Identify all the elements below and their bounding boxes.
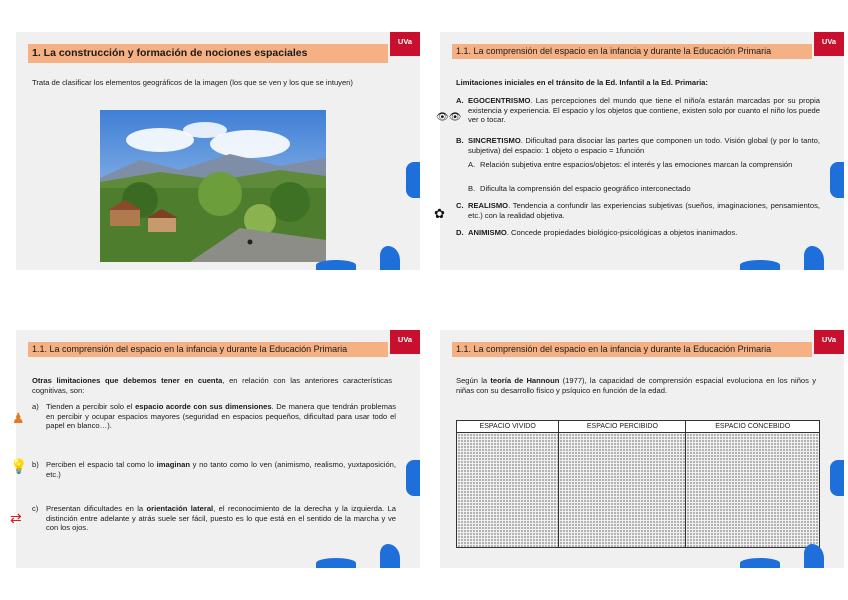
list-term: REALISMO <box>468 201 509 210</box>
table-header: ESPACIO VIVIDO <box>457 421 559 433</box>
table-cell-obscured <box>559 433 686 548</box>
list-letter: C. <box>456 201 464 210</box>
list-item <box>32 402 396 431</box>
slide-3[interactable] <box>10 330 420 568</box>
slide-title: 1.1. La comprensión del espacio en la infancia y durante la Educación Primaria <box>452 342 812 357</box>
list-item <box>456 228 820 238</box>
decorative-blob <box>406 162 420 198</box>
sub-text: Relación subjetiva entre espacios/objetos: el interés y las emociones marcan la comprensión <box>480 160 793 169</box>
list-text: . Concede propiedades biológico-psicológicas a objetos inanimados. <box>506 228 738 237</box>
list-letter: b) <box>32 460 39 469</box>
slide-4[interactable] <box>440 330 844 568</box>
sub-item <box>468 184 820 194</box>
intro-bold: teoría de Hannoun <box>490 376 560 385</box>
lightbulb-icon: 💡 <box>10 458 28 474</box>
uva-logo: UVa <box>390 330 420 354</box>
table-cell-obscured <box>686 433 820 548</box>
list-letter: B. <box>456 136 464 145</box>
list-bold: orientación lateral <box>146 504 214 513</box>
landscape-photo <box>100 110 326 262</box>
list-item <box>456 96 820 125</box>
list-pre: Perciben el espacio tal como lo <box>46 460 157 469</box>
child-figure-icon: ♟ <box>12 410 25 426</box>
decorative-blob <box>316 260 356 270</box>
intro-bold: Otras limitaciones que debemos tener en cuenta <box>32 376 223 385</box>
slide-body: Trata de clasificar los elementos geográficos de la imagen (los que se ven y los que se intuyen) <box>32 78 353 87</box>
intro-post: (1977), la capacidad de comprensión espacial evoluciona en los niños y niñas con su desarrollo físico y psíquico en función de la edad. <box>456 376 816 395</box>
sub-letter: B. <box>468 184 476 193</box>
list-post: y no tanto como lo ven (animismo, realismo, yuxtaposición, etc.) <box>46 460 397 479</box>
decorative-blob <box>740 260 780 270</box>
list-text: . Las percepciones del mundo que tiene el niño/a estarán marcadas por su propia existencia y experiencia. El espacio y los objetos que contiene, existen solo por cuanto el niño los puede ver o tocar. <box>468 96 820 125</box>
slide-title: 1.1. La comprensión del espacio en la infancia y durante la Educación Primaria <box>28 342 388 357</box>
list-letter: a) <box>32 402 39 411</box>
slide-subtitle: Limitaciones iniciales en el tránsito de la Ed. Infantil a la Ed. Primaria: <box>456 78 708 87</box>
slide-1[interactable] <box>16 32 420 270</box>
list-item <box>32 460 396 479</box>
list-term: EGOCENTRISMO <box>468 96 531 105</box>
decorative-blob <box>804 544 824 568</box>
slide-2[interactable] <box>434 32 844 270</box>
intro-rest: , en relación con las anteriores características cognitivas, son: <box>32 376 392 395</box>
sub-item <box>468 160 820 170</box>
list-pre: Tienden a percibir solo el <box>46 402 136 411</box>
slide-title: 1.1. La comprensión del espacio en la infancia y durante la Educación Primaria <box>452 44 812 59</box>
table-header: ESPACIO CONCEBIDO <box>686 421 820 433</box>
list-item <box>456 201 820 220</box>
table-header: ESPACIO PERCIBIDO <box>559 421 686 433</box>
brain-icon: ✿ <box>434 206 445 221</box>
decorative-blob <box>830 460 844 496</box>
eyes-icon: 👁👁 <box>436 112 462 123</box>
list-bold: imaginan <box>156 460 190 469</box>
slide-intro <box>456 376 816 395</box>
uva-logo: UVa <box>814 330 844 354</box>
list-pre: Presentan dificultades en la <box>46 504 147 513</box>
list-letter: c) <box>32 504 39 513</box>
slide-title: 1. La construcción y formación de nociones espaciales <box>28 44 388 63</box>
decorative-blob <box>740 558 780 568</box>
list-letter: A. <box>456 96 464 105</box>
sub-letter: A. <box>468 160 476 169</box>
decorative-blob <box>804 246 824 270</box>
list-bold: espacio acorde con sus dimensiones <box>135 402 272 411</box>
list-text: . Tendencia a confundir las experiencias subjetivas (sueños, imaginaciones, pensamientos, etc.) con la realidad objetiva. <box>468 201 820 220</box>
decorative-blob <box>406 460 420 496</box>
list-post: , el reconocimiento de la derecha y la izquierda. La distinción entre adelante y atrás suele ser fácil, puesto es lo que está en el sentido de la marcha y ve con los ojos. <box>46 504 396 533</box>
uva-logo: UVa <box>390 32 420 56</box>
left-right-arrows-icon: ⇄ <box>10 510 22 526</box>
decorative-blob <box>316 558 356 568</box>
list-text: . Dificultad para disociar las partes que componen un todo. Visión global (y por lo tanto, subjetiva) del espacio: 1 objeto o espacio = 1función <box>468 136 820 155</box>
list-term: ANIMISMO <box>468 228 507 237</box>
decorative-blob <box>830 162 844 198</box>
table-cell-obscured <box>457 433 559 548</box>
sub-text: Dificulta la comprensión del espacio geográfico interconectado <box>480 184 691 193</box>
uva-logo: UVa <box>814 32 844 56</box>
slide-intro <box>32 376 392 395</box>
decorative-blob <box>380 246 400 270</box>
list-post: . De manera que tendrán problemas en percibir y ocupar espacios mayores (seguridad en espacios pequeños, dificultad para usar todo el papel en blanco…). <box>46 402 396 431</box>
hannoun-table <box>456 420 820 548</box>
intro-pre: Según la <box>456 376 491 385</box>
decorative-blob <box>380 544 400 568</box>
list-letter: D. <box>456 228 464 237</box>
list-item <box>456 136 820 155</box>
list-term: SINCRETISMO <box>468 136 521 145</box>
list-item <box>32 504 396 533</box>
